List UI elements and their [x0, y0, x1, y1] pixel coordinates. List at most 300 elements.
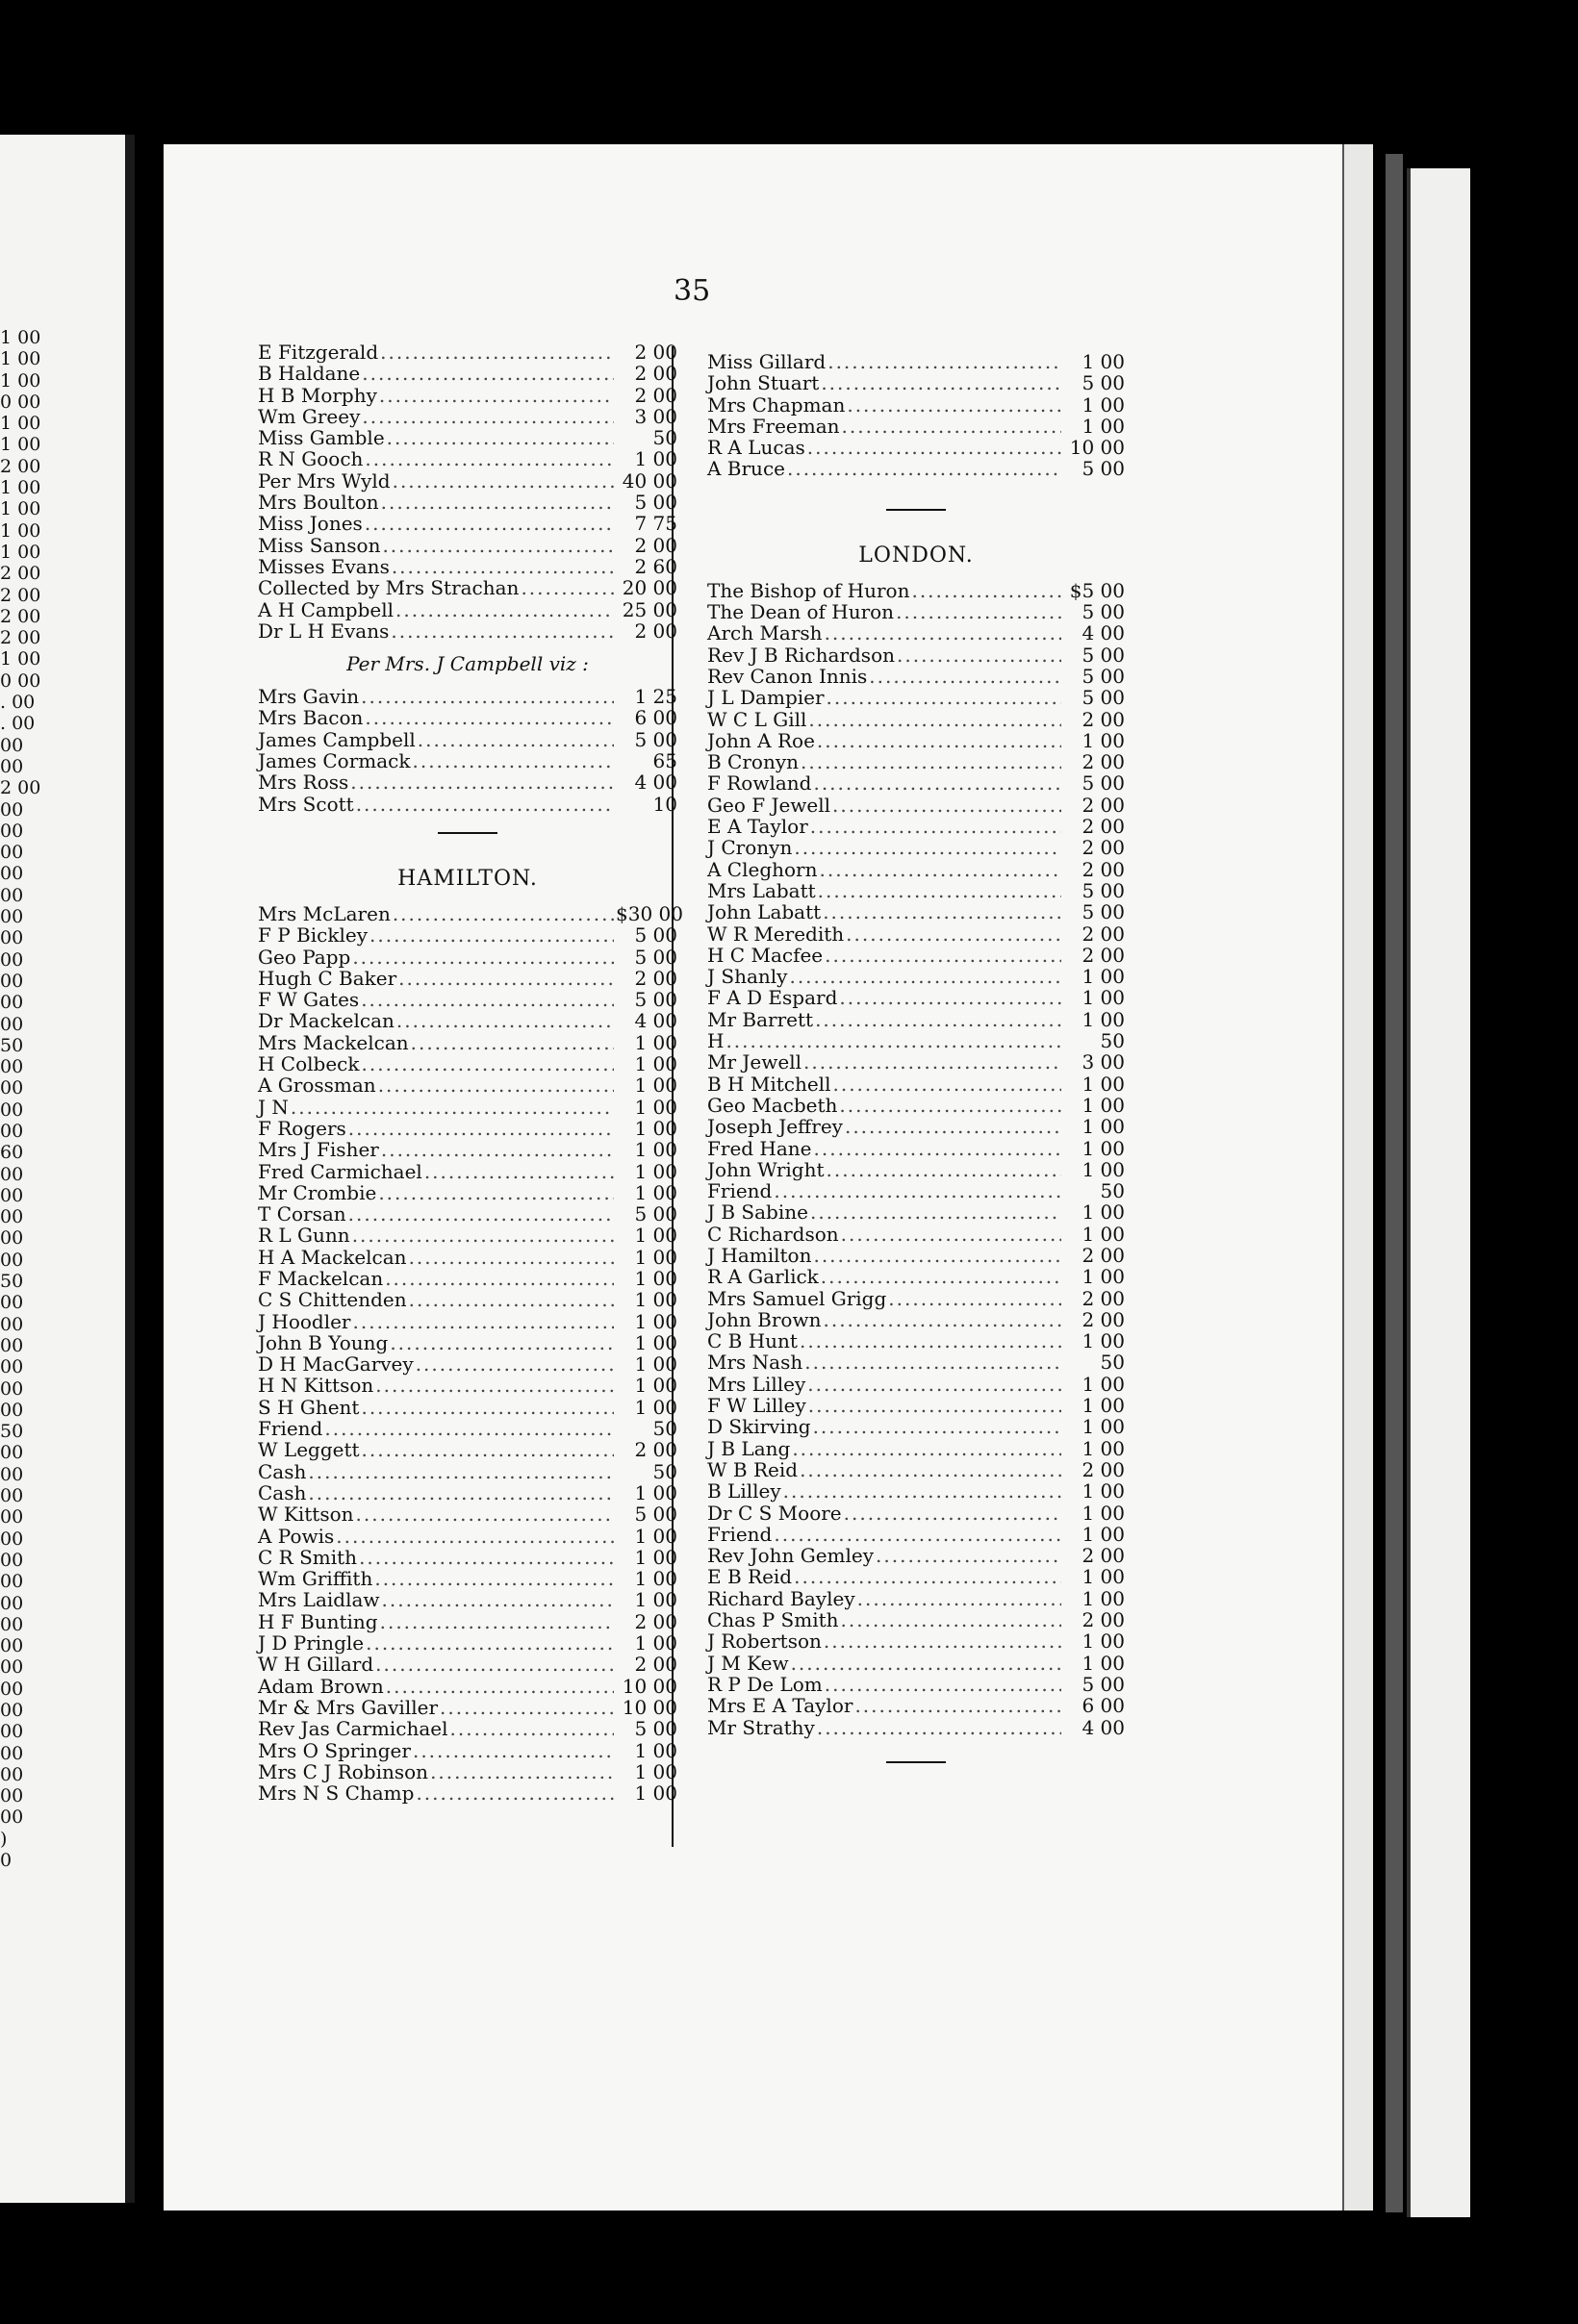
left-page-amount: . 00 — [0, 692, 36, 714]
list-entry — [258, 1632, 677, 1654]
left-page-amount: 00 — [0, 798, 24, 821]
left-page-amount: 00 — [0, 1227, 24, 1250]
donation-amount: 5 00 — [1082, 600, 1125, 624]
leader-dots — [791, 1653, 1061, 1674]
left-page-amount: 00 — [0, 1763, 24, 1785]
left-page-amount: 00 — [0, 1571, 24, 1593]
list-entry — [707, 1051, 1125, 1073]
list-entry — [258, 1353, 677, 1375]
leader-dots — [381, 492, 614, 513]
leader-dots — [839, 1095, 1061, 1116]
donor-name: H A Mackelcan — [258, 1245, 407, 1269]
leader-dots — [821, 372, 1061, 393]
left-page-amount: 00 — [0, 1656, 24, 1679]
list-entry — [707, 1395, 1125, 1416]
list-entry — [258, 1097, 677, 1118]
donor-name: B Haldane — [258, 362, 361, 386]
left-page-amount: 00 — [0, 1806, 24, 1829]
left-page-amount: 2 00 — [0, 605, 41, 627]
left-page-amount: 2 00 — [0, 584, 41, 606]
leader-dots — [807, 437, 1061, 458]
donation-amount: 5 00 — [1082, 686, 1125, 710]
leader-dots — [378, 1182, 614, 1203]
donation-amount: 1 00 — [634, 1330, 677, 1354]
donor-name: Mr Jewell — [707, 1050, 802, 1074]
page-number: 35 — [674, 274, 711, 308]
list-entry — [707, 923, 1125, 945]
left-page-amount: 00 — [0, 884, 24, 906]
list-entry — [258, 1654, 677, 1675]
donation-amount: 2 00 — [1082, 815, 1125, 839]
list-entry — [707, 1116, 1125, 1137]
page-edge-shadow — [1386, 154, 1403, 2212]
donor-name: John B Young — [258, 1330, 389, 1354]
donor-name: J Robertson — [707, 1629, 822, 1654]
page-edge — [1342, 144, 1373, 2210]
list-entry — [707, 772, 1125, 794]
list-entry — [258, 1547, 677, 1568]
left-page-amount: 1 00 — [0, 369, 41, 392]
donation-amount: 5 00 — [1082, 878, 1125, 902]
leader-dots — [378, 1074, 614, 1096]
back-cover-edge — [1407, 168, 1470, 2217]
donor-name: Mrs C J Robinson — [258, 1759, 429, 1783]
list-entry — [707, 1224, 1125, 1245]
list-entry — [707, 372, 1125, 393]
donation-amount: 1 00 — [634, 1567, 677, 1591]
donation-amount: 1 00 — [634, 1138, 677, 1162]
donation-amount: 2 00 — [634, 619, 677, 643]
left-page-amount: 00 — [0, 1721, 24, 1743]
donation-amount: 5 00 — [634, 491, 677, 515]
leader-dots — [353, 1311, 615, 1332]
leader-dots — [362, 1053, 615, 1074]
leader-dots — [385, 1268, 614, 1289]
donor-name: Mrs McLaren — [258, 901, 391, 925]
left-page-amount: 00 — [0, 1549, 24, 1571]
left-page-amount: 00 — [0, 1056, 24, 1078]
left-page-amount: 00 — [0, 1485, 24, 1507]
left-page-amount: 00 — [0, 1356, 24, 1378]
leader-dots — [810, 816, 1061, 837]
left-page-amount: 50 — [0, 1271, 24, 1293]
donation-amount: 65 — [652, 749, 677, 773]
donor-name: H N Kittson — [258, 1374, 374, 1398]
section-rule — [886, 509, 946, 511]
list-entry — [258, 729, 677, 750]
donor-name: Wm Griffith — [258, 1567, 373, 1591]
leader-dots — [801, 751, 1061, 772]
donation-amount: 2 00 — [1082, 922, 1125, 946]
leader-dots — [825, 622, 1061, 644]
donation-amount: 1 00 — [1082, 1501, 1125, 1525]
leader-dots — [800, 1330, 1061, 1351]
list-entry — [707, 601, 1125, 622]
list-entry — [707, 1653, 1125, 1674]
leader-dots — [416, 1353, 614, 1375]
donor-name: Richard Bayley — [707, 1586, 855, 1610]
donation-amount: 3 00 — [1082, 1050, 1125, 1074]
leader-dots — [832, 1074, 1061, 1095]
london-list — [707, 580, 1125, 1738]
donation-amount: 50 — [1100, 1351, 1125, 1375]
donor-name: Mrs Freeman — [707, 414, 840, 438]
list-entry — [258, 556, 677, 577]
list-entry — [707, 1588, 1125, 1609]
leader-dots — [396, 1010, 614, 1031]
leader-dots — [845, 1116, 1061, 1137]
leader-dots — [825, 945, 1061, 966]
left-page-amount: 00 — [0, 1700, 24, 1721]
list-entry — [707, 1030, 1125, 1051]
donation-amount: 1 00 — [1082, 1415, 1125, 1439]
list-entry — [258, 1782, 677, 1804]
list-entry — [707, 1717, 1125, 1738]
donation-amount: 1 00 — [1082, 1586, 1125, 1610]
donation-amount: 5 00 — [634, 923, 677, 947]
left-page-amount: 00 — [0, 1099, 24, 1121]
donor-name: F W Lilley — [707, 1394, 806, 1418]
list-entry — [258, 1032, 677, 1053]
donation-amount: 2 00 — [1082, 1286, 1125, 1310]
donation-amount: 1 00 — [634, 1116, 677, 1140]
donation-amount: 1 00 — [1082, 1222, 1125, 1246]
leader-dots — [818, 880, 1061, 901]
leader-dots — [842, 416, 1061, 437]
leader-dots — [827, 687, 1061, 708]
leader-dots — [424, 1161, 614, 1182]
donation-amount: 5 00 — [1082, 1672, 1125, 1696]
leader-dots — [792, 1438, 1061, 1459]
list-entry — [258, 771, 677, 793]
list-entry — [707, 730, 1125, 751]
donor-name: John Labatt — [707, 900, 822, 924]
leader-dots — [362, 363, 614, 384]
list-entry — [258, 1397, 677, 1418]
donor-name: Miss Sanson — [258, 533, 381, 557]
section-rule — [438, 832, 497, 834]
donor-name: Geo F Jewell — [707, 793, 831, 817]
donor-name: Geo Papp — [258, 945, 351, 969]
leader-dots — [844, 1503, 1061, 1524]
list-entry — [707, 837, 1125, 858]
left-page-fragment — [0, 135, 135, 2203]
donation-amount: 1 00 — [634, 1631, 677, 1655]
leader-dots — [398, 968, 614, 989]
donor-name: H B Morphy — [258, 383, 377, 407]
left-page-amount: 00 — [0, 1013, 24, 1035]
leader-dots — [857, 1588, 1061, 1609]
donation-amount: 1 00 — [634, 1352, 677, 1377]
right-top-list — [707, 351, 1125, 480]
donation-amount: 2 00 — [1082, 793, 1125, 817]
donor-name: Miss Jones — [258, 512, 363, 536]
list-entry — [707, 1095, 1125, 1116]
list-entry — [707, 966, 1125, 987]
left-page-amount: 1 00 — [0, 327, 41, 348]
left-page-amount: 00 — [0, 927, 24, 949]
list-entry — [258, 1247, 677, 1268]
leader-dots — [814, 1138, 1061, 1159]
leader-dots — [896, 601, 1061, 622]
leader-dots — [450, 1718, 615, 1739]
donor-name: Mrs Labatt — [707, 878, 816, 902]
list-entry — [258, 1439, 677, 1460]
donation-amount: 1 00 — [634, 1245, 677, 1269]
left-page-amount: 00 — [0, 842, 24, 864]
donor-name: John Stuart — [707, 371, 820, 395]
list-entry — [258, 750, 677, 771]
donor-name: Joseph Jeffrey — [707, 1115, 843, 1139]
list-entry — [258, 1482, 677, 1503]
donation-amount: 1 00 — [634, 1545, 677, 1569]
list-entry — [258, 1139, 677, 1160]
leader-dots — [375, 1375, 614, 1396]
list-entry — [258, 707, 677, 728]
donation-amount: 2 00 — [1082, 1608, 1125, 1632]
donation-amount: 5 00 — [634, 727, 677, 751]
donor-name: Mr Barrett — [707, 1007, 814, 1031]
donor-name: Mrs Chapman — [707, 392, 846, 417]
leader-dots — [774, 1524, 1061, 1545]
leader-dots — [375, 1654, 614, 1675]
donor-name: B Lilley — [707, 1479, 781, 1503]
list-entry — [258, 620, 677, 642]
list-entry — [258, 924, 677, 946]
donor-name: John Wright — [707, 1157, 825, 1181]
donation-amount: 1 00 — [1082, 1522, 1125, 1546]
leader-dots — [387, 427, 614, 448]
leader-dots — [382, 1589, 614, 1610]
donation-amount: 1 00 — [1082, 728, 1125, 752]
donor-name: Friend — [258, 1417, 323, 1441]
donation-amount: 1 00 — [1082, 1565, 1125, 1589]
donation-amount: 20 00 — [622, 576, 677, 600]
donation-amount: 5 00 — [634, 945, 677, 969]
list-entry — [258, 341, 677, 363]
list-entry — [258, 1225, 677, 1246]
list-entry — [258, 513, 677, 534]
leader-dots — [813, 1245, 1061, 1266]
list-entry — [258, 1611, 677, 1632]
leader-dots — [359, 1547, 614, 1568]
donor-name: C B Hunt — [707, 1329, 798, 1353]
donor-name: Chas P Smith — [707, 1608, 839, 1632]
donor-name: Hugh C Baker — [258, 966, 397, 990]
leader-dots — [369, 924, 614, 946]
donor-name: W Kittson — [258, 1503, 354, 1527]
list-entry — [258, 1503, 677, 1525]
donation-amount: 4 00 — [1082, 1715, 1125, 1739]
donation-amount: 1 00 — [634, 1588, 677, 1612]
donation-amount: 2 00 — [1082, 707, 1125, 731]
donor-name: T Corsan — [258, 1202, 346, 1226]
donation-amount: 1 00 — [1082, 1157, 1125, 1181]
left-page-amount: 00 — [0, 1635, 24, 1657]
leader-dots — [386, 1676, 614, 1697]
leader-dots — [854, 1695, 1061, 1716]
donor-name: J B Sabine — [707, 1200, 808, 1225]
list-entry — [707, 1074, 1125, 1095]
donor-name: R N Gooch — [258, 447, 364, 471]
leader-dots — [393, 903, 614, 924]
left-page-amount: ) — [0, 1828, 8, 1850]
donation-amount: 2 00 — [1082, 1457, 1125, 1481]
leader-dots — [789, 966, 1061, 987]
donation-amount: 1 00 — [1082, 1329, 1125, 1353]
donor-name: Miss Gillard — [707, 350, 827, 373]
donation-amount: 1 00 — [1082, 350, 1125, 373]
leader-dots — [803, 1051, 1061, 1073]
list-entry — [707, 1245, 1125, 1266]
donation-amount: 1 00 — [1082, 414, 1125, 438]
donation-amount: 1 00 — [1082, 1136, 1125, 1160]
list-entry — [707, 1009, 1125, 1030]
left-page-amount: 00 — [0, 1742, 24, 1764]
donation-amount: 5 00 — [1082, 457, 1125, 481]
donor-name: Rev J B Richardson — [707, 643, 895, 667]
donation-amount: 5 00 — [634, 1717, 677, 1741]
donation-amount: 1 00 — [634, 1095, 677, 1119]
donor-name: John A Roe — [707, 728, 815, 752]
donation-amount: 5 00 — [1082, 771, 1125, 796]
left-page-amount: 00 — [0, 734, 24, 756]
leader-dots — [324, 1418, 614, 1439]
donation-amount: 5 00 — [1082, 664, 1125, 688]
list-entry — [707, 687, 1125, 708]
donation-amount: 4 00 — [1082, 621, 1125, 645]
list-entry — [258, 1053, 677, 1074]
donor-name: Mrs Laidlaw — [258, 1588, 380, 1612]
left-page-amount: 0 00 — [0, 669, 41, 692]
donor-name: Mrs Bacon — [258, 706, 364, 730]
list-entry — [707, 351, 1125, 372]
list-entry — [707, 1480, 1125, 1502]
list-entry — [258, 1118, 677, 1139]
list-entry — [707, 416, 1125, 437]
donor-name: Mrs E A Taylor — [707, 1694, 853, 1718]
donor-name: Rev Jas Carmichael — [258, 1717, 448, 1741]
list-entry — [707, 1309, 1125, 1330]
list-entry — [258, 1761, 677, 1782]
list-entry — [707, 1416, 1125, 1437]
donation-amount: 1 00 — [1082, 1479, 1125, 1503]
donation-amount: 2 00 — [1082, 1307, 1125, 1331]
donor-name: Mrs Boulton — [258, 491, 379, 515]
left-page-numbers — [0, 135, 125, 1871]
donation-amount: 1 00 — [634, 1030, 677, 1054]
left-page-amount: 60 — [0, 1142, 24, 1164]
list-entry — [707, 1330, 1125, 1351]
donor-name: Per Mrs Wyld — [258, 468, 391, 493]
leader-dots — [827, 1159, 1061, 1180]
donor-name: Mrs Scott — [258, 792, 354, 816]
donor-name: J D Pringle — [258, 1631, 365, 1655]
donor-name: Mrs Samuel Grigg — [707, 1286, 887, 1310]
donation-amount: 3 00 — [634, 404, 677, 428]
list-entry — [707, 859, 1125, 880]
donation-amount: 50 — [1100, 1179, 1125, 1203]
donor-name: C Richardson — [707, 1222, 839, 1246]
leader-dots — [356, 794, 614, 815]
donation-amount: 2 00 — [1082, 1243, 1125, 1267]
list-entry — [707, 945, 1125, 966]
list-entry — [258, 448, 677, 469]
donor-name: S H Ghent — [258, 1395, 360, 1419]
donation-amount: 2 60 — [634, 554, 677, 578]
leader-dots — [825, 1674, 1061, 1695]
list-entry — [258, 406, 677, 427]
donor-name: J N — [258, 1095, 289, 1119]
leader-dots — [869, 666, 1061, 687]
left-page-amount: 00 — [0, 1506, 24, 1528]
donation-amount: 2 00 — [1082, 750, 1125, 774]
donation-amount: 1 00 — [634, 1524, 677, 1548]
donor-name: Mrs Lilley — [707, 1372, 806, 1396]
list-entry — [707, 1545, 1125, 1566]
donor-name: E Fitzgerald — [258, 341, 379, 364]
donor-name: Wm Greey — [258, 404, 361, 428]
donation-amount: 1 00 — [634, 1052, 677, 1076]
left-page-amount: 00 — [0, 1292, 24, 1314]
donation-amount: 1 00 — [634, 1738, 677, 1762]
donor-name: D Skirving — [707, 1415, 811, 1439]
donor-name: R A Lucas — [707, 436, 805, 460]
leader-dots — [846, 923, 1061, 945]
donor-name: Friend — [707, 1179, 773, 1203]
donation-amount: 10 — [652, 792, 677, 816]
donation-amount: 2 00 — [634, 383, 677, 407]
left-page-amount: 1 00 — [0, 498, 41, 520]
donor-name: Mr Crombie — [258, 1180, 377, 1204]
donation-amount: 5 00 — [1082, 643, 1125, 667]
donation-amount: 5 00 — [634, 1503, 677, 1527]
left-page-amount: 00 — [0, 948, 24, 971]
leader-dots — [393, 470, 614, 492]
list-entry — [258, 794, 677, 815]
donor-name: F P Bickley — [258, 923, 368, 947]
leader-dots — [411, 1032, 614, 1053]
left-page-amount: 2 00 — [0, 563, 41, 585]
donor-name: W C L Gill — [707, 707, 807, 731]
leader-dots — [291, 1097, 614, 1118]
list-entry — [258, 1161, 677, 1182]
leader-dots — [813, 772, 1061, 794]
leader-dots — [356, 1503, 614, 1525]
left-page-amount: 00 — [0, 1313, 24, 1335]
donor-name: J Hamilton — [707, 1243, 812, 1267]
list-entry — [258, 989, 677, 1010]
list-entry — [258, 1589, 677, 1610]
donor-name: H F Bunting — [258, 1609, 378, 1633]
list-entry — [258, 1332, 677, 1353]
donation-amount: 1 00 — [1082, 1629, 1125, 1654]
list-entry — [707, 1266, 1125, 1287]
donor-name: B H Mitchell — [707, 1072, 831, 1096]
leader-dots — [808, 709, 1061, 730]
leader-dots — [440, 1697, 614, 1718]
left-page-amount: 1 00 — [0, 648, 41, 670]
donation-amount: 1 00 — [634, 1309, 677, 1333]
donor-name: Misses Evans — [258, 554, 390, 578]
donor-name: F W Gates — [258, 988, 360, 1012]
left-page-amount: 00 — [0, 1678, 24, 1700]
leader-dots — [308, 1461, 614, 1482]
donation-amount: 1 00 — [1082, 1372, 1125, 1396]
list-entry — [707, 666, 1125, 687]
left-page-amount: 00 — [0, 1163, 24, 1185]
leader-dots — [725, 1030, 1061, 1051]
